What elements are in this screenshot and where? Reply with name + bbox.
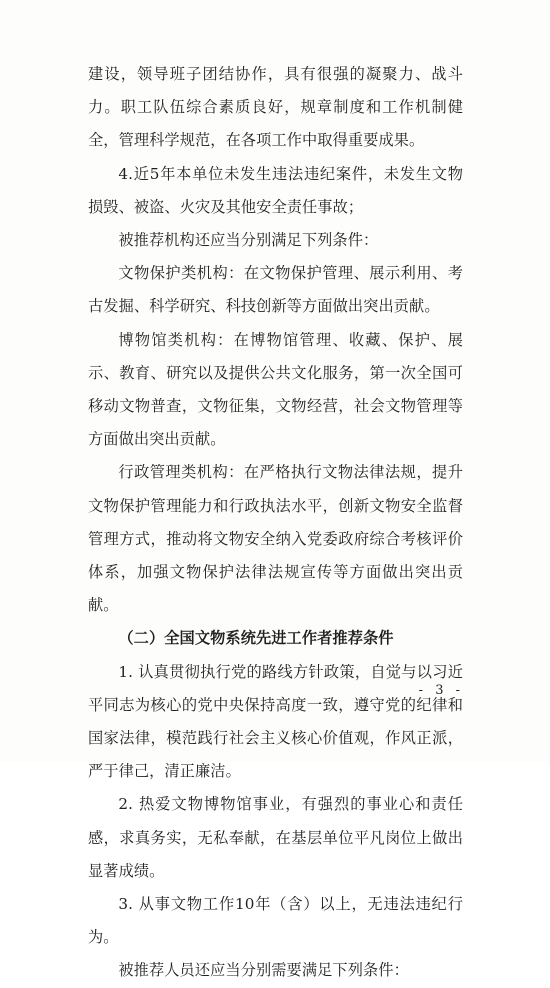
paragraph-criterion-1: 1. 认真贯彻执行党的路线方针政策，自觉与以习近平同志为核心的党中央保持高度一致，遵守党的纪律和国家法律，模范践行社会主义核心价值观，作风正派，严于律己，清正廉洁。 (88, 662, 463, 781)
paragraph-institution-conditions: 被推荐机构还应当分别满足下列条件： (118, 231, 379, 250)
paragraph-person-conditions: 被推荐人员还应当分别需要满足下列条件： (118, 961, 409, 980)
paragraph-criterion-2: 2. 热爱文物博物馆事业，有强烈的事业心和责任感，求真务实，无私奉献，在基层单位平凡岗位上做出显著成绩。 (88, 795, 463, 880)
paragraph-conservation-institutions: 文物保护类机构：在文物保护管理、展示利用、考古发掘、科学研究、科技创新等方面做出突出贡献。 (88, 264, 463, 316)
paragraph-administrative-institutions: 行政管理类机构：在严格执行文物法律法规，提升文物保护管理能力和行政执法水平，创新文物安全监督管理方式，推动将文物安全纳入党委政府综合考核评价体系，加强文物保护法律法规宣传等方面做出突出贡献。 (88, 463, 463, 615)
section-heading: （二）全国文物系统先进工作者推荐条件 (118, 629, 394, 648)
paragraph-criterion-3: 3. 从事文物工作10年（含）以上，无违法违纪行为。 (88, 895, 463, 947)
document-body (88, 58, 463, 988)
paragraph-museum-institutions: 博物馆类机构：在博物馆管理、收藏、保护、展示、教育、研究以及提供公共文化服务，第一次全国可移动文物普查，文物征集，文物经营，社会文物管理等方面做出突出贡献。 (88, 330, 463, 449)
paragraph-item-4: 4.近5年本单位未发生违法违纪案件，未发生文物损毁、被盗、火灾及其他安全责任事故； (88, 164, 463, 216)
page-number: - 3 - (418, 683, 464, 698)
paragraph-continuation: 建设，领导班子团结协作，具有很强的凝聚力、战斗力。职工队伍综合素质良好，规章制度和工作机制健全，管理科学规范，在各项工作中取得重要成果。 (88, 65, 463, 150)
